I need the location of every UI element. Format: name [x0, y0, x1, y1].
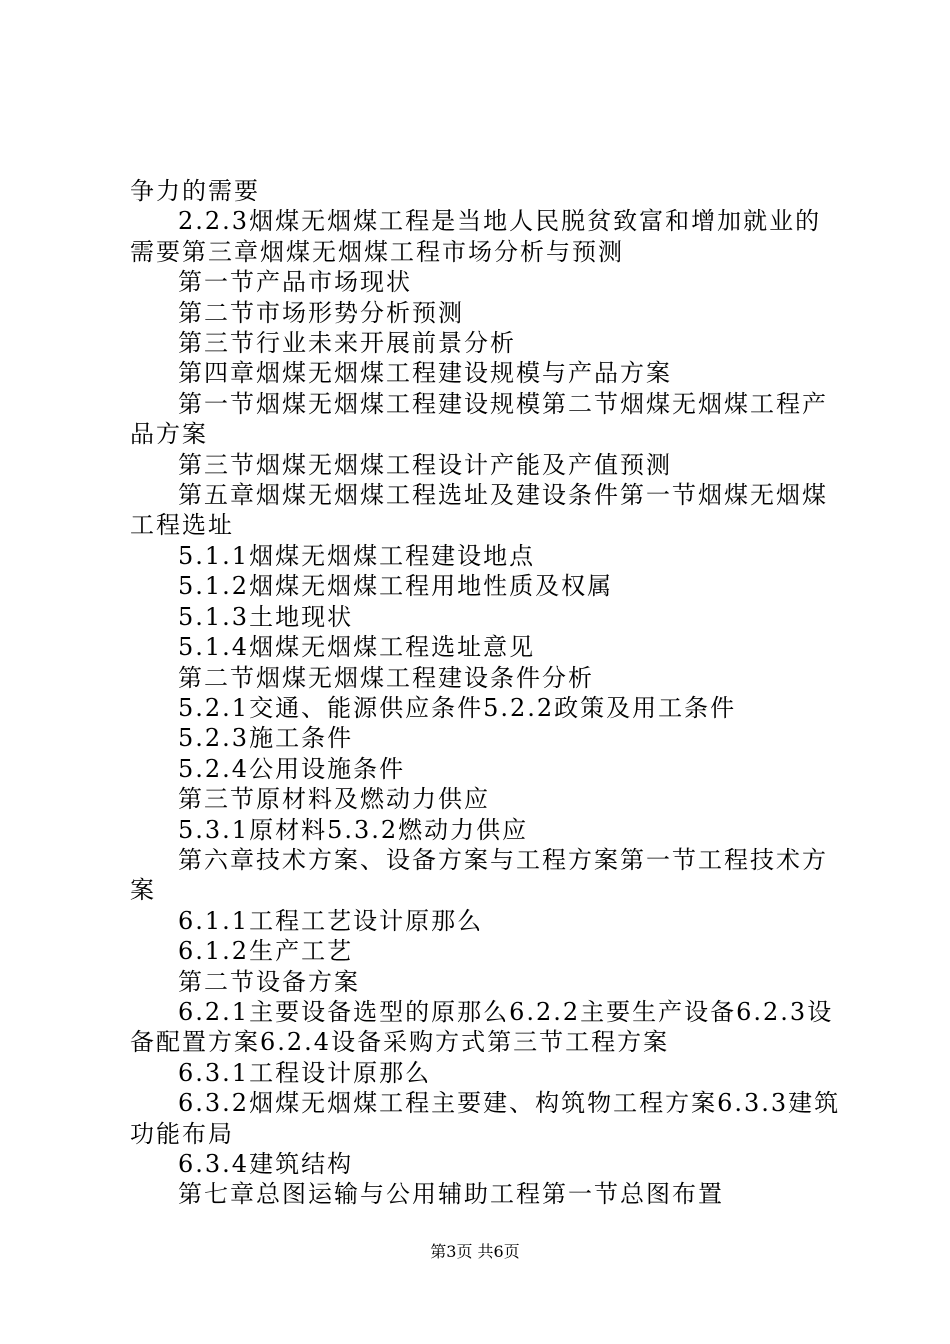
paragraph: 第一节产品市场现状: [178, 268, 412, 297]
paragraph: 5.3.1原材料5.3.2燃动力供应: [178, 815, 529, 844]
paragraph: 6.1.1工程工艺设计原那么: [178, 906, 484, 935]
paragraph: 5.1.4烟煤无烟煤工程选址意见: [178, 633, 536, 662]
paragraph: 2.2.3烟煤无烟煤工程是当地人民脱贫致富和增加就业的需要第三章烟煤无烟煤工程市场分析与预测: [130, 207, 822, 266]
paragraph: 第二节市场形势分析预测: [178, 298, 464, 327]
page-footer: [0, 1242, 950, 1262]
paragraph: 第一节烟煤无烟煤工程建设规模第二节烟煤无烟煤工程产品方案: [130, 389, 828, 449]
paragraph: 5.1.2烟煤无烟煤工程用地性质及权属: [178, 572, 614, 601]
paragraph: 5.2.1交通、能源供应条件5.2.2政策及用工条件: [178, 693, 737, 722]
paragraph: 第三节行业未来开展前景分析: [178, 329, 516, 358]
paragraph: 第二节烟煤无烟煤工程建设条件分析: [178, 663, 594, 692]
paragraph: 5.1.1烟煤无烟煤工程建设地点: [178, 541, 536, 570]
paragraph: 第五章烟煤无烟煤工程选址及建设条件第一节烟煤无烟煤工程选址: [130, 481, 828, 540]
page-number-label: 第3页 共6页: [430, 1242, 520, 1261]
paragraph: 第三节原材料及燃动力供应: [178, 785, 490, 814]
paragraph: 5.2.3施工条件: [178, 724, 354, 753]
paragraph: 第七章总图运输与公用辅助工程第一节总图布置: [178, 1180, 724, 1209]
paragraph: 6.3.1工程设计原那么: [178, 1058, 432, 1087]
paragraph: 6.2.1主要设备选型的原那么6.2.2主要生产设备6.2.3设备配置方案6.2.4设备采购方式第三节工程方案: [130, 997, 834, 1057]
paragraph: 第三节烟煤无烟煤工程设计产能及产值预测: [178, 450, 672, 479]
paragraph: 第四章烟煤无烟煤工程建设规模与产品方案: [178, 359, 672, 388]
paragraph: 争力的需要: [130, 177, 260, 205]
paragraph: 5.1.3土地现状: [178, 602, 354, 631]
paragraph: 5.2.4公用设施条件: [178, 754, 406, 783]
paragraph: 第六章技术方案、设备方案与工程方案第一节工程技术方案: [130, 845, 828, 905]
paragraph: 6.1.2生产工艺: [178, 937, 354, 966]
document-body: [130, 176, 842, 1210]
paragraph: 6.3.2烟煤无烟煤工程主要建、构筑物工程方案6.3.3建筑功能布局: [130, 1089, 841, 1148]
paragraph: 第二节设备方案: [178, 967, 360, 996]
paragraph: 6.3.4建筑结构: [178, 1150, 354, 1178]
